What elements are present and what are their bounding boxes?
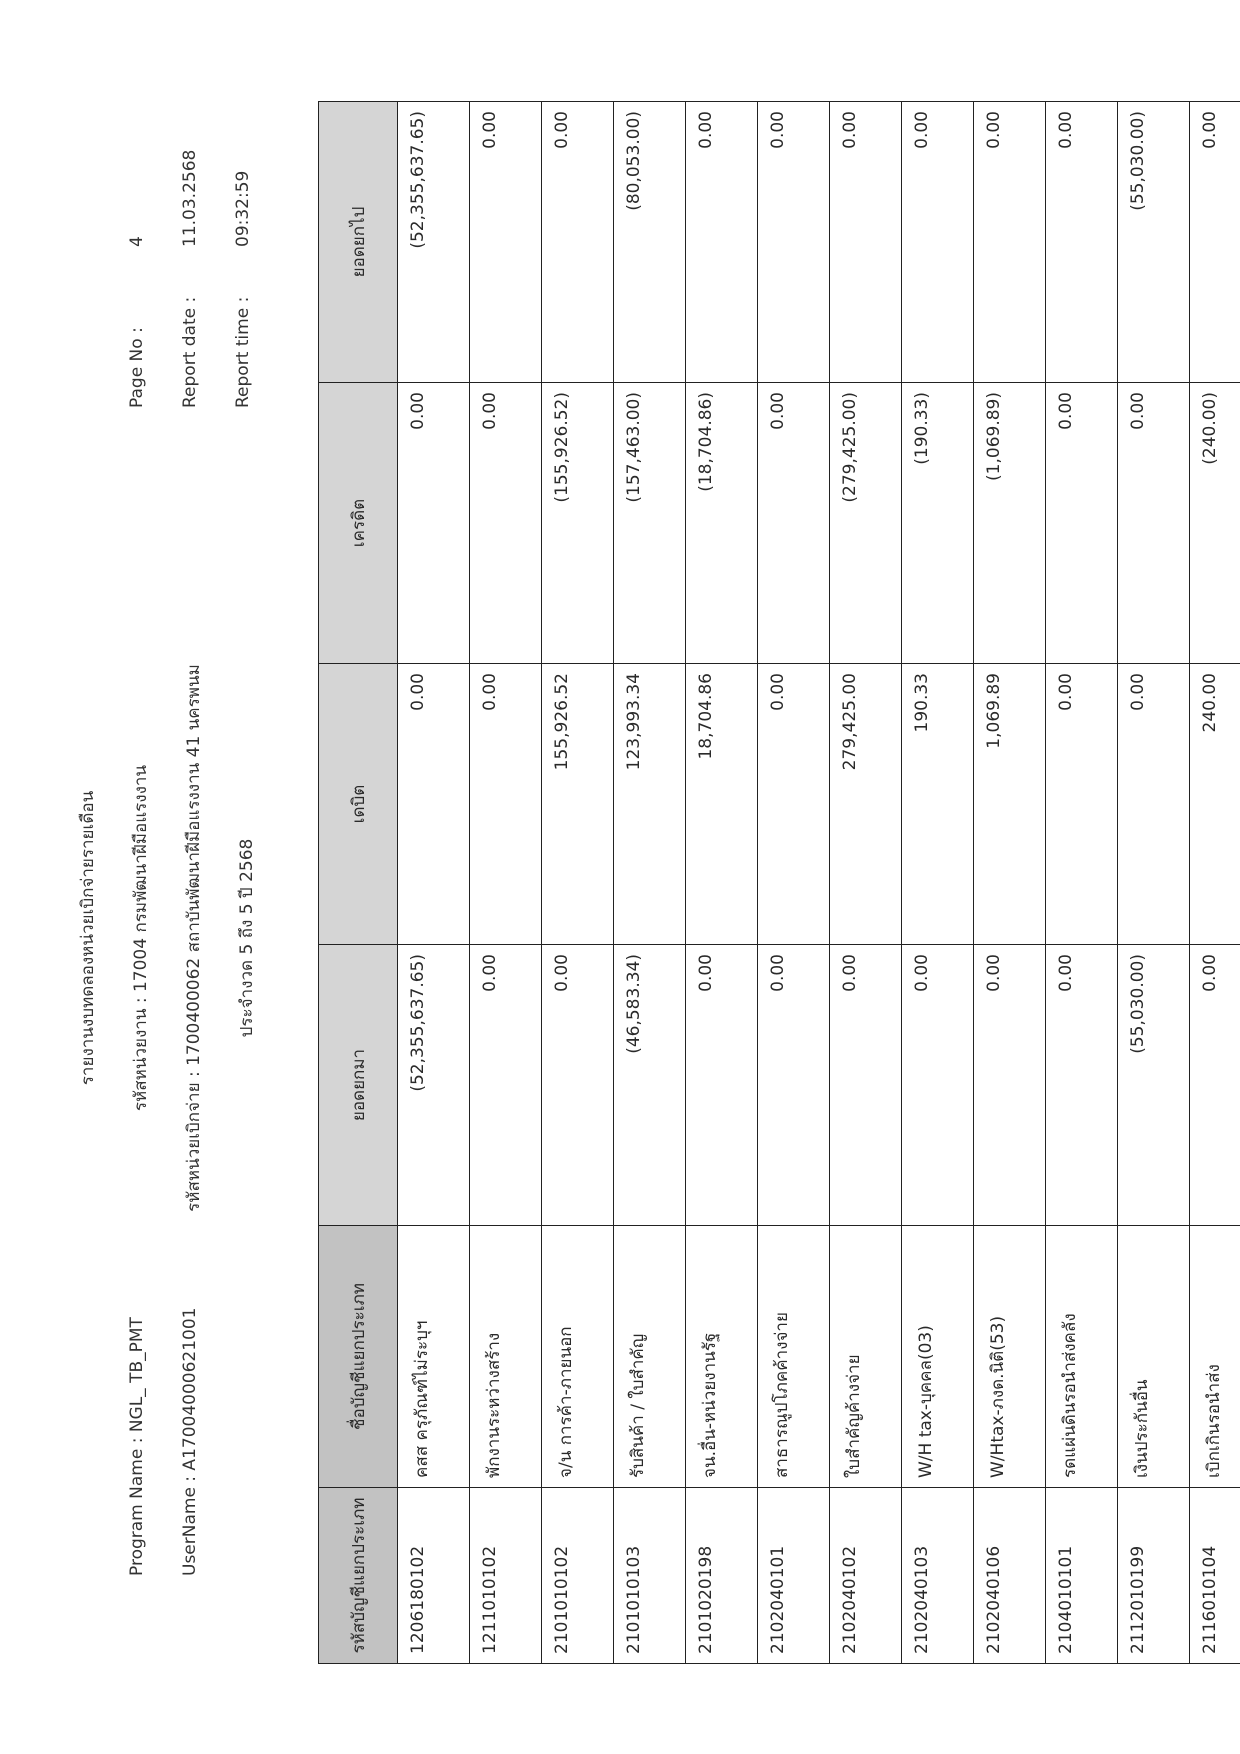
cell-opening-balance: 0.00 [758, 945, 830, 1226]
page-no-label: Page No : [127, 327, 147, 408]
program-name: Program Name : NGL_ TB_PMT [127, 1317, 147, 1576]
table-row [974, 102, 1046, 1664]
cell-account-name: รับสินค้า / ใบสำคัญ [614, 1226, 686, 1488]
cell-debit: 190.33 [902, 664, 974, 945]
cell-debit: 240.00 [1190, 664, 1240, 945]
cell-closing-balance: 0.00 [830, 102, 902, 383]
cell-credit: (18,704.86) [686, 383, 758, 664]
cell-account-name: สาธารณูปโภคค้างจ่าย [758, 1226, 830, 1488]
cell-opening-balance: (55,030.00) [1118, 945, 1190, 1226]
column-header-closing-balance: ยอดยกไป [319, 102, 398, 383]
cell-opening-balance: (52,355,637.65) [398, 945, 470, 1226]
cell-debit: 123,993.34 [614, 664, 686, 945]
table-body [398, 102, 1240, 1664]
cell-account-code: 1211010102 [470, 1488, 542, 1664]
cell-debit: 0.00 [1118, 664, 1190, 945]
cell-credit: (157,463.00) [614, 383, 686, 664]
page-no-value: 4 [127, 236, 147, 247]
cell-account-code: 2112010199 [1118, 1488, 1190, 1664]
cell-closing-balance: 0.00 [470, 102, 542, 383]
cell-closing-balance: 0.00 [686, 102, 758, 383]
cell-debit: 0.00 [398, 664, 470, 945]
cell-credit: 0.00 [1046, 383, 1118, 664]
report-date-value: 11.03.2568 [180, 149, 200, 247]
cell-account-name: เบิกเกินรอนำส่ง [1190, 1226, 1240, 1488]
cell-credit: 0.00 [470, 383, 542, 664]
cell-closing-balance: 0.00 [542, 102, 614, 383]
cell-account-code: 1206180102 [398, 1488, 470, 1664]
cell-credit: (190.33) [902, 383, 974, 664]
cell-account-code: 2101010102 [542, 1488, 614, 1664]
column-header-opening-balance: ยอดยกมา [319, 945, 398, 1226]
cell-credit: 0.00 [398, 383, 470, 664]
period-line: ประจำงวด 5 ถึง 5 ปี 2568 [237, 838, 257, 1038]
report-date-label: Report date : [180, 296, 200, 408]
column-header-account-code: รหัสบัญชีแยกประเภท [319, 1488, 398, 1664]
cell-account-code: 2102040102 [830, 1488, 902, 1664]
table-row [686, 102, 758, 1664]
cell-credit: 0.00 [758, 383, 830, 664]
table-header [319, 102, 398, 1664]
cell-closing-balance: (80,053.00) [614, 102, 686, 383]
cell-account-code: 2116010104 [1190, 1488, 1240, 1664]
cell-account-code: 2102040101 [758, 1488, 830, 1664]
cell-closing-balance: 0.00 [1046, 102, 1118, 383]
column-header-credit: เครดิต [319, 383, 398, 664]
column-header-account-name: ชื่อบัญชีแยกประเภท [319, 1226, 398, 1488]
cell-closing-balance: (52,355,637.65) [398, 102, 470, 383]
report-time-value: 09:32:59 [233, 170, 253, 247]
table-row [398, 102, 470, 1664]
cell-credit: (240.00) [1190, 383, 1240, 664]
cell-debit: 155,926.52 [542, 664, 614, 945]
cell-opening-balance: 0.00 [830, 945, 902, 1226]
cell-credit: (279,425.00) [830, 383, 902, 664]
table-row [830, 102, 902, 1664]
cell-account-name: คสส ครุภัณฑ์ไม่ระบุฯ [398, 1226, 470, 1488]
user-name: UserName : A17004000621001 [180, 1307, 200, 1576]
cell-closing-balance: 0.00 [902, 102, 974, 383]
cell-closing-balance: (55,030.00) [1118, 102, 1190, 383]
cell-account-name: จน.อื่น-หน่วยงานรัฐ [686, 1226, 758, 1488]
report-title: รายงานงบทดลองหน่วยเบิกจ่ายรายเดือน [78, 790, 98, 1086]
cell-account-code: 2102040103 [902, 1488, 974, 1664]
cell-opening-balance: 0.00 [542, 945, 614, 1226]
cell-account-code: 2104010101 [1046, 1488, 1118, 1664]
cell-debit: 0.00 [470, 664, 542, 945]
table-row [1190, 102, 1240, 1664]
cell-account-code: 2101020198 [686, 1488, 758, 1664]
cell-opening-balance: 0.00 [902, 945, 974, 1226]
cell-opening-balance: 0.00 [686, 945, 758, 1226]
cell-opening-balance: 0.00 [470, 945, 542, 1226]
table-row [614, 102, 686, 1664]
cell-credit: (1,069.89) [974, 383, 1046, 664]
cell-account-name: W/Htax-ภงด.นิติ(53) [974, 1226, 1046, 1488]
agency-line: รหัสหน่วยงาน : 17004 กรมพัฒนาฝีมือแรงงาน [131, 764, 151, 1112]
table-row [542, 102, 614, 1664]
table-row [470, 102, 542, 1664]
trial-balance-table [318, 101, 1240, 1664]
cell-debit: 1,069.89 [974, 664, 1046, 945]
cell-closing-balance: 0.00 [974, 102, 1046, 383]
cell-account-name: W/H tax-บุคคล(03) [902, 1226, 974, 1488]
table-row [902, 102, 974, 1664]
cell-credit: (155,926.52) [542, 383, 614, 664]
cell-debit: 279,425.00 [830, 664, 902, 945]
cell-opening-balance: 0.00 [1190, 945, 1240, 1226]
cell-account-name: จ/น การค้า-ภายนอก [542, 1226, 614, 1488]
report-time-label: Report time : [233, 296, 253, 408]
cell-account-name: พักงานระหว่างสร้าง [470, 1226, 542, 1488]
cell-closing-balance: 0.00 [758, 102, 830, 383]
cell-account-code: 2101010103 [614, 1488, 686, 1664]
disburse-unit-line: รหัสหน่วยเบิกจ่าย : 1700400062 สถาบันพัฒนาฝีมือแรงงาน 41 นครพนม [184, 664, 204, 1212]
cell-opening-balance: (46,583.34) [614, 945, 686, 1226]
cell-debit: 18,704.86 [686, 664, 758, 945]
cell-account-name: รดแผ่นดินรอนำส่งคลัง [1046, 1226, 1118, 1488]
cell-account-name: ใบสำคัญค้างจ่าย [830, 1226, 902, 1488]
cell-debit: 0.00 [1046, 664, 1118, 945]
cell-credit: 0.00 [1118, 383, 1190, 664]
cell-debit: 0.00 [758, 664, 830, 945]
column-header-debit: เดบิต [319, 664, 398, 945]
table-row [1046, 102, 1118, 1664]
cell-closing-balance: 0.00 [1190, 102, 1240, 383]
table-row [758, 102, 830, 1664]
cell-account-name: เงินประกันอื่น [1118, 1226, 1190, 1488]
table-row [1118, 102, 1190, 1664]
cell-opening-balance: 0.00 [1046, 945, 1118, 1226]
cell-opening-balance: 0.00 [974, 945, 1046, 1226]
cell-account-code: 2102040106 [974, 1488, 1046, 1664]
